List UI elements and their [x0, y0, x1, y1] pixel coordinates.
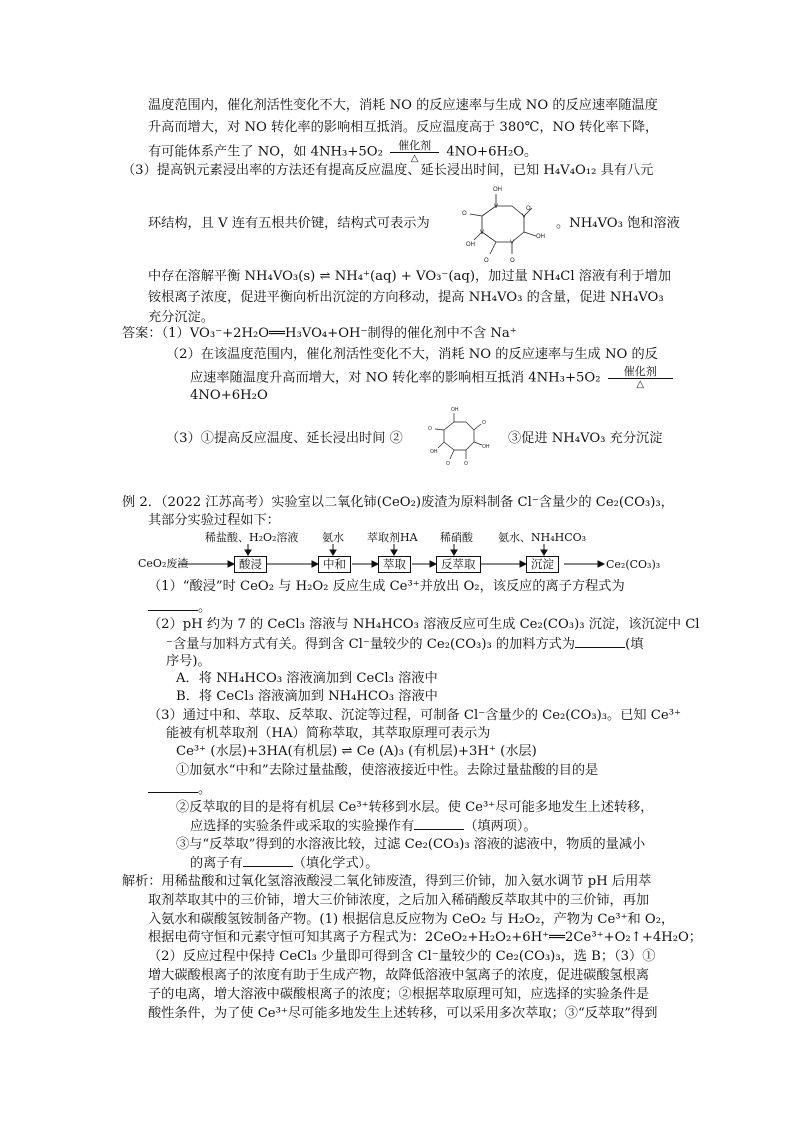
text-line: 温度范围内，催化剂活性变化不大，消耗 NO 的反应速率与生成 NO 的反应速率随温度 [148, 98, 658, 113]
catalyst-condition [608, 366, 673, 390]
flow-start: CeO₂废渣 [138, 557, 189, 570]
text-line [148, 140, 537, 164]
question-line: 的离子有 （填化学式）。 [190, 856, 379, 871]
reagent-label: 萃取剂HA [367, 531, 418, 544]
ring-atom: OH [493, 187, 502, 193]
question-line: （3）通过中和、萃取、反萃取、沉淀等过程，可制备 Cl⁻含量少的 Ce₂(CO₃)₃。已知 Ce³⁺ [148, 708, 681, 723]
text-line: 其部分实验过程如下： [148, 513, 280, 528]
answer-blank[interactable] [414, 817, 464, 830]
reagent-label: 稀硝酸 [440, 531, 473, 544]
question-line: （1）“酸浸”时 CeO₂ 与 H₂O₂ 反应生成 Ce³⁺并放出 O₂，该反应的离子方程式为 [148, 579, 625, 594]
analysis-line: 根据电荷守恒和元素守恒可知其离子方程式为：2CeO₂+H₂O₂+6H⁺══2Ce³⁺+O₂↑+4H₂O； [148, 930, 702, 945]
answer-blank[interactable] [148, 598, 198, 611]
ring-atom: OH [451, 407, 459, 413]
question-line: 序号)。 [166, 654, 211, 669]
reagent-label: 稀盐酸、H₂O₂溶液 [205, 531, 299, 544]
answer-line: ③促进 NH₄VO₃ 充分沉淀 [508, 431, 663, 446]
text-line: 充分沉淀。 [148, 310, 214, 325]
flow-step-box: 中和 [318, 556, 351, 573]
catalyst-condition [390, 140, 439, 164]
ring-structure-diagram [440, 178, 555, 270]
question-line: ⁻含量与加料方式有关。得到含 Cl⁻量较少的 Ce₂(CO₃)₃ 的加料方式为 (填 [166, 637, 644, 652]
ring-atom: O [462, 211, 467, 217]
flow-step-box: 酸浸 [234, 556, 267, 573]
question-line: ①加氨水“中和”去除过量盐酸，使溶液接近中性。去除过量盐酸的目的是 [176, 763, 599, 778]
ring-atom: OH [466, 242, 475, 248]
analysis-line: 取剂萃取其中的三价铈，增大三价铈浓度，之后加入稀硝酸反萃取其中的三价铈，再加 [148, 893, 650, 908]
question-line: 能被有机萃取剂（HA）简称萃取，其萃取原理可表示为 [166, 726, 491, 741]
ring-atom: OH [482, 444, 490, 450]
flow-step-box: 萃取 [378, 556, 411, 573]
ring-atom: O [446, 461, 450, 467]
flow-step-box: 沉淀 [526, 556, 559, 573]
analysis-line: （2）反应过程中保持 CeCl₃ 少量即可得到含 Cl⁻量较少的 Ce₂(CO₃)₃，选 B；（3）① [148, 949, 656, 964]
option-a: A．将 NH₄HCO₃ 溶液滴加到 CeCl₃ 溶液中 [176, 671, 438, 686]
ring-structure-diagram [418, 404, 498, 472]
question-line: （2）pH 约为 7 的 CeCl₃ 溶液与 NH₄HCO₃ 溶液反应可生成 Ce₂(CO₃)₃ 沉淀，该沉淀中 Cl [148, 617, 700, 632]
answer-line: 答案：（1）VO₃⁻+2H₂O══H₃VO₄+OH⁻制得的催化剂中不含 Na⁺ [122, 326, 517, 341]
question-line: ②反萃取的目的是将有机层 Ce³⁺转移到水层。使 Ce³⁺尽可能多地发生上述转移， [176, 800, 654, 815]
flow-end: Ce₂(CO₃)₃ [606, 558, 661, 571]
ring-atom: OH [536, 234, 545, 240]
reagent-label: 氨水 [322, 531, 344, 544]
equation-left: 有可能体系产生了 NO，如 4NH₃+5O₂ [148, 144, 383, 160]
option-b: B．将 CeCl₃ 溶液滴加到 NH₄HCO₃ 溶液中 [176, 689, 438, 704]
equation-line: Ce³⁺ (水层)+3HA(有机层) ⇌ Ce (A)₃ (有机层)+3H⁺ (水层) [176, 744, 537, 759]
ring-atom: O [510, 258, 515, 264]
analysis-line: 解析：用稀盐酸和过氧化氢溶液酸浸二氧化铈废渣，得到三价铈，加入氨水调节 pH 后用萃 [122, 874, 652, 889]
flow-step-box: 反萃取 [436, 556, 481, 573]
ring-atom: O [484, 258, 489, 264]
ring-atom: O [526, 206, 531, 212]
answer-blank[interactable] [575, 635, 625, 648]
text-line: 。NH₄VO₃ 饱和溶液 [556, 216, 680, 231]
ring-atom: V [522, 214, 527, 220]
example-title: 例 2．（2022 江苏高考）实验室以二氧化铈(CeO₂)废渣为原料制备 Cl⁻含量少的 Ce₂(CO₃)₃， [122, 495, 674, 510]
analysis-line: 酸性条件，为了使 Ce³⁺尽可能多地发生上述转移，可以采用多次萃取；③“反萃取”得到 [148, 1006, 658, 1021]
answer-line: （2）在该温度范围内，催化剂活性变化不大，消耗 NO 的反应速率与生成 NO 的反 [166, 347, 658, 362]
question-line: ③与“反萃取”得到的水溶液比较，过滤 Ce₂(CO₃)₃ 溶液的滤液中，物质的量减小 [176, 837, 646, 852]
text-line: （3）提高钒元素浸出率的方法还有提高反应温度、延长浸出时间，已知 H₄V₄O₁₂ 具有八元 [122, 163, 654, 178]
ring-atom: O [464, 461, 468, 467]
equation-right: 4NO+6H₂O。 [446, 144, 538, 160]
answer-equation-left: 应速率随温度升高而增大，对 NO 转化率的影响相互抵消 4NH₃+5O₂ [190, 370, 601, 386]
ring-atom: V [480, 230, 485, 236]
catalyst-label: 催化剂 [608, 366, 673, 379]
question-line: 应选择的实验条件或采取的实验操作有 （填两项）。 [190, 819, 537, 834]
heat-symbol: △ [636, 379, 645, 390]
text-line: 铵根离子浓度，促进平衡向析出沉淀的方向移动，提高 NH₄VO₃ 的含量，促进 NH₄VO₃ [148, 290, 664, 305]
catalyst-label: 催化剂 [390, 140, 439, 153]
text-line: 升高而增大，对 NO 转化率的影响相互抵消。反应温度高于 380℃，NO 转化率下降， [148, 120, 659, 135]
answer-blank[interactable] [243, 854, 293, 867]
question-line: 。 [148, 598, 211, 617]
ring-atom: V [494, 204, 499, 210]
answer-line: 4NO+6H₂O [190, 388, 268, 403]
ring-atom: O [482, 420, 486, 426]
analysis-line: 增大碳酸根离子的浓度有助于生成产物，故降低溶液中氢离子的浓度，促进碳酸氢根离 [148, 968, 650, 983]
ring-atom: OH [430, 449, 438, 455]
heat-symbol: △ [410, 153, 419, 164]
text-line: 中存在溶解平衡 NH₄VO₃(s) ⇌ NH₄⁺(aq) + VO₃⁻(aq)，加过量 NH₄Cl 溶液有利于增加 [148, 269, 672, 284]
ring-atom: O [428, 426, 432, 432]
answer-line: （3）①提高反应温度、延长浸出时间 ② [166, 431, 403, 446]
answer-blank[interactable] [148, 780, 198, 793]
reagent-label: 氨水、NH₄HCO₃ [498, 531, 587, 544]
analysis-line: 入氨水和碳酸氢铵制备产物。(1) 根据信息反应物为 CeO₂ 与 H₂O₂，产物为 Ce³⁺和 O₂， [148, 912, 675, 927]
question-line: 。 [148, 780, 211, 799]
analysis-line: 子的电离，增大溶液中碳酸根离子的浓度；②根据萃取原理可知，应选择的实验条件是 [148, 987, 650, 1002]
ring-atom: V [510, 240, 515, 246]
text-line: 环结构，且 V 连有五根共价键，结构式可表示为 [148, 216, 430, 231]
